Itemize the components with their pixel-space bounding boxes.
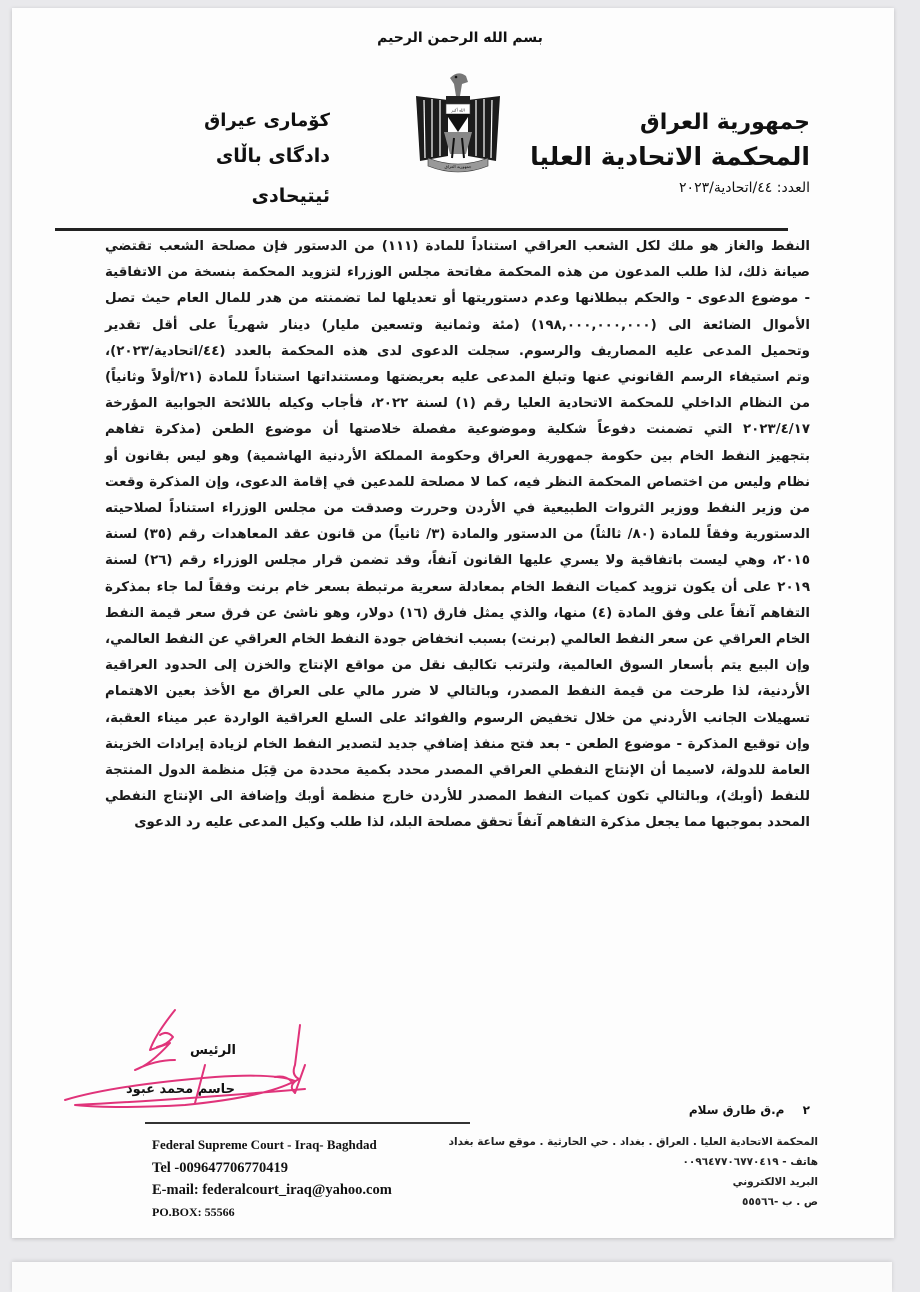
body-line: الأردنية، لذا طرحت من قيمة النفط المصدر، وبالتالي لا ضرر مالي على العراق مع الأخذ بعين الاهتمام	[105, 684, 810, 700]
initials-text: م.ق طارق سلام	[688, 1103, 785, 1117]
court-name: المحكمة الاتحادية العليا	[530, 142, 810, 171]
body-line: ٢٠٢٣/٤/١٧ التي تضمنت دفوعاً شكلية وموضوعية مفصلة خلاصتها أن موضوع الطعن (مذكرة تفاهم	[105, 422, 810, 438]
body-line: وإن توقيع المذكرة - موضوع الطعن - بعد فتح منفذ إضافي جديد لتصدير النفط الخام لزيادة إيرادات الخزينة	[105, 736, 810, 752]
court-header-arabic	[530, 108, 810, 196]
body-line: نظام وليس من اختصاص المحكمة النظر فيه، كما لا مصلحة للمدعين في إقامة الدعوى، وإن المذكرة وقعت	[105, 474, 810, 490]
arabic-email-label: البريد الالكتروني	[732, 1176, 818, 1188]
arabic-phone-line: هاتف - ٠٠٩٦٤٧٧٠٦٧٧٠٤١٩	[682, 1156, 818, 1168]
body-line: وإن البيع يتم بأسعار السوق العالمية، ولترتب تكاليف نقل من مواقع الإنتاج والخزن إلى الحدود العراقية	[105, 658, 810, 674]
body-line: من النظام الداخلي للمحكمة الاتحادية العليا رقم (١) لسنة ٢٠٢٢، فأجاب وكيله باللائحة الجوابية المؤرخة	[105, 396, 810, 412]
reference-value: ٤٤/اتحادية/٢٠٢٣	[679, 180, 773, 196]
judgment-body	[105, 234, 810, 837]
arabic-pobox-line: ص . ب -٥٥٥٦٦	[741, 1196, 818, 1208]
body-line: صيانة ذلك، لذا طلب المدعون من هذه المحكمة مفاتحة مجلس الوزراء لتزويد المحكمة بنسخة من الاتفاقية	[105, 265, 810, 281]
body-line: التفاهم آنفاً على وفق المادة (٤) منها، والذي يمثل فارق (١٦) دولار، وهو ناشئ عن فرق سعر قيمة النفط	[105, 605, 810, 621]
emblem-shield-text: الله أكبر	[451, 107, 465, 113]
republic-name: جمهورية العراق	[640, 110, 810, 135]
body-line: وتحميل المدعى عليه المصاريف والرسوم. سجلت الدعوى لدى هذه المحكمة بالعدد (٤٤/اتحادية/٢٠٢٣)،	[105, 343, 810, 359]
emblem-scroll-text: جمهورية العراق	[444, 164, 472, 169]
body-line: الأموال الضائعة الى (١٩٨,٠٠٠,٠٠٠,٠٠٠) (مئة وثمانية وتسعين مليار) دينار شهرياً على أقل تقدير	[105, 317, 811, 333]
signatory-name: جاسم محمد عبود	[126, 1082, 235, 1097]
body-line: للنفط (أوبك)، وبالتالي تكون كميات النفط المصدر للأردن خارج منظمة أوبك وإضافة الى الإنتاج النفطي	[105, 789, 810, 805]
body-line: - موضوع الدعوى - والحكم ببطلانها وعدم دستوريتها أو تعديلها لما تضمنته من هدر للمال العام حيث تصل	[105, 291, 810, 307]
body-line: النفط والغاز هو ملك لكل الشعب العراقي استناداً للمادة (١١١) من الدستور فإن مصلحة الشعب تقتضي	[105, 239, 810, 254]
english-court-name: Federal Supreme Court - Iraq- Baghdad	[152, 1137, 377, 1152]
body-line: وتم استيفاء الرسم القانوني عنها وتبلغ المدعى عليه بعريضتها ومستنداتها استناداً للمادة (٢١/أولاً وثانياً)	[105, 370, 810, 386]
arabic-address-block	[449, 1132, 818, 1212]
body-line: ٢٠١٥، وهي ليست باتفاقية ولا يسري عليها القانون آنفاً، وقد تضمن قرار مجلس الوزراء رقم (٢٦) لسنة	[105, 553, 810, 569]
body-line: ٢٠١٩ على أن يكون تزويد كميات النفط الخام بمعادلة سعرية مرتبطة بسعر خام برنت وفقاً لما جاء بمذكرة	[105, 579, 810, 595]
handwritten-signature	[55, 1005, 355, 1115]
republic-name-kurdish: كۆماری عیراق	[204, 110, 330, 131]
body-line: المحدد بموجبها مما يجعل مذكرة التفاهم آنفاً تحقق مصلحة البلد، لذا طلب وكيل المدعى عليه رد الدعوى	[134, 815, 810, 831]
court-name-kurdish: دادگای باڵای ئیتیحادی	[215, 145, 330, 207]
page-number: ٢	[802, 1103, 810, 1117]
clerk-initials	[689, 1103, 810, 1117]
english-pobox: PO.BOX: 55566	[152, 1205, 235, 1219]
signatory-title: الرئيس	[190, 1043, 236, 1058]
next-page-edge	[12, 1262, 892, 1292]
basmala: بسم الله الرحمن الرحيم	[377, 30, 543, 46]
body-line: الدستورية وفقاً للمادة (٨٠/ ثالثاً) من الدستور والمادة (٣/ ثانياً) من قانون عقد المعاهدات رقم (٣٥) لسنة	[105, 527, 811, 543]
reference-number	[530, 180, 810, 196]
english-address-block	[152, 1133, 392, 1223]
body-line: العامة للدولة، لاسيما أن الإنتاج النفطي العراقي المصدر محدد بكمية محددة من قِبَل منظمة الدول المنتجة	[105, 763, 810, 779]
english-email[interactable]: E-mail: federalcourt_iraq@yahoo.com	[152, 1182, 392, 1198]
body-line: من وزير النفط ووزير الثروات الطبيعية في الأردن وحررت وصدقت من مجلس الوزراء استناداً لصلاحيته	[105, 501, 810, 517]
body-line: تسهيلات الجانب الأردني من خلال تخفيض الرسوم والفوائد على السلع العراقية الواردة عبر ميناء العقبة،	[105, 710, 810, 726]
english-phone: Tel -009647706770419	[152, 1160, 289, 1176]
header-divider	[55, 228, 788, 231]
body-line: بتجهيز النفط الخام بين حكومة جمهورية العراق وحكومة المملكة الأردنية الهاشمية) وهو ليس بقانون أو	[105, 448, 810, 464]
iraq-eagle-emblem-icon	[408, 66, 508, 176]
footer-divider	[145, 1122, 470, 1124]
court-header-kurdish	[150, 106, 330, 216]
reference-label: العدد:	[776, 180, 810, 196]
body-line: الخام العراقي عن سعر النفط العالمي (برنت) بسبب انخفاض جودة النفط الخام العراقي عن النفط العالمي،	[105, 632, 810, 648]
arabic-address-line: المحكمة الاتحادية العليا . العراق . بغداد . حي الحارثية . موقع ساعة بغداد	[448, 1136, 818, 1148]
